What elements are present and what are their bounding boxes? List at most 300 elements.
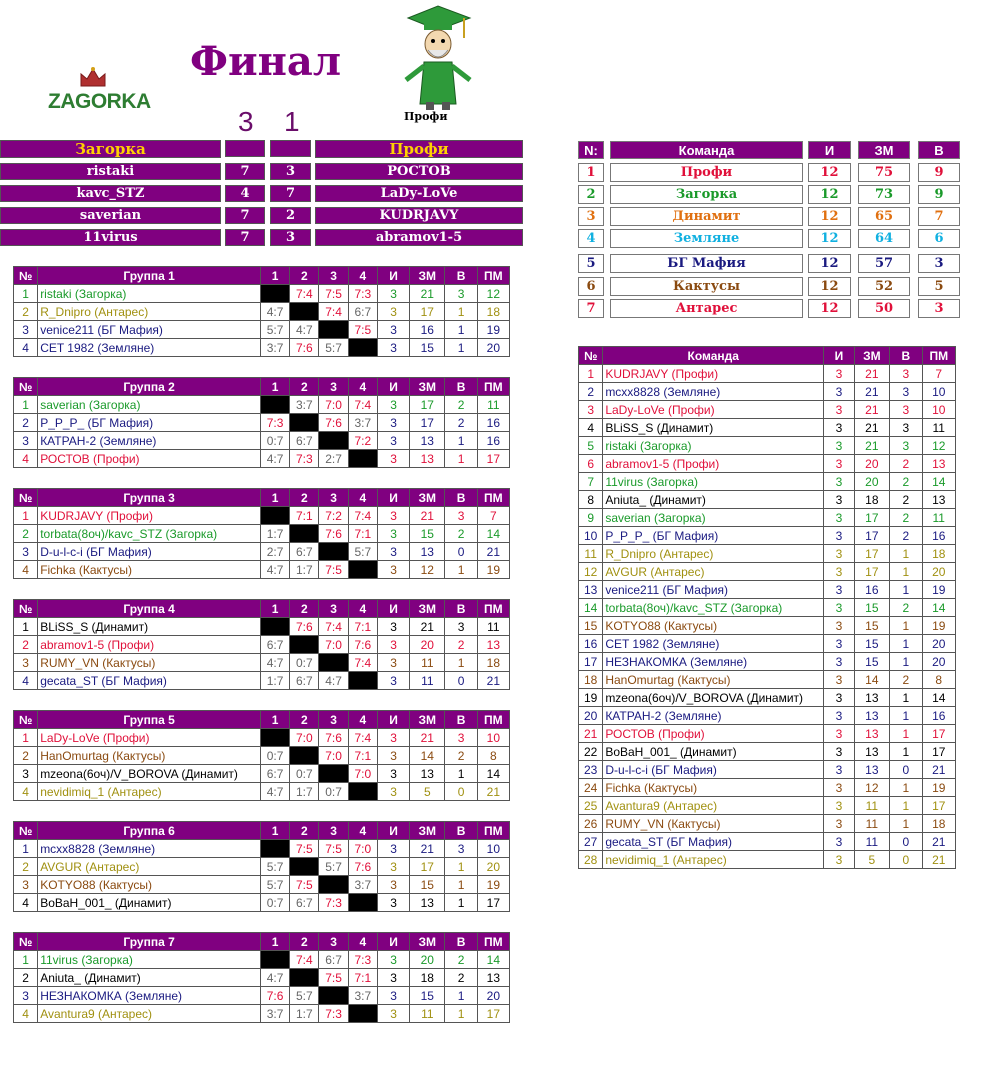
group-table bbox=[13, 488, 510, 579]
result-cell: 2:7 bbox=[260, 543, 289, 561]
result-cell: 4:7 bbox=[260, 969, 289, 987]
player-name: gecata_ST (БГ Мафия) bbox=[38, 672, 261, 690]
points-lost: 19 bbox=[477, 321, 509, 339]
wins: 1 bbox=[445, 561, 477, 579]
points-lost: 17 bbox=[477, 894, 509, 912]
standings-n: 6 bbox=[578, 277, 604, 296]
self-cell-blank bbox=[348, 1005, 377, 1023]
ranking-n: 12 bbox=[579, 563, 603, 581]
match-team-left: Загорка bbox=[0, 140, 221, 158]
result-cell: 1:7 bbox=[260, 525, 289, 543]
ranking-n: 17 bbox=[579, 653, 603, 671]
ranking-row bbox=[579, 635, 956, 653]
wins: 3 bbox=[445, 507, 477, 525]
self-cell-blank bbox=[348, 561, 377, 579]
group-header: № bbox=[14, 822, 38, 840]
ranking-name: KUDRJAVY (Профи) bbox=[603, 365, 824, 383]
ranking-header: ЗМ bbox=[854, 347, 889, 365]
standings-n: 3 bbox=[578, 207, 604, 226]
ranking-i: 3 bbox=[824, 797, 854, 815]
ranking-i: 3 bbox=[824, 725, 854, 743]
ranking-name: nevidimiq_1 (Антарес) bbox=[603, 851, 824, 869]
games-played: 3 bbox=[377, 969, 409, 987]
games-played: 3 bbox=[377, 303, 409, 321]
result-cell: 5:7 bbox=[319, 339, 348, 357]
group-header: ПМ bbox=[477, 267, 509, 285]
ranking-name: Fichka (Кактусы) bbox=[603, 779, 824, 797]
ranking-zm: 14 bbox=[854, 671, 889, 689]
player-name: P_P_P_ (БГ Мафия) bbox=[38, 414, 261, 432]
wins: 1 bbox=[445, 987, 477, 1005]
group-header: 2 bbox=[290, 600, 319, 618]
standings-header: В bbox=[918, 141, 960, 159]
result-cell: 3:7 bbox=[290, 396, 319, 414]
result-cell: 4:7 bbox=[260, 783, 289, 801]
ranking-i: 3 bbox=[824, 833, 854, 851]
points-won: 16 bbox=[410, 321, 445, 339]
points-lost: 21 bbox=[477, 543, 509, 561]
self-cell-blank bbox=[319, 987, 348, 1005]
ranking-zm: 13 bbox=[854, 725, 889, 743]
match-player-right: LaDy-LoVe bbox=[315, 185, 523, 202]
group-header: ЗМ bbox=[410, 933, 445, 951]
ranking-zm: 21 bbox=[854, 437, 889, 455]
ranking-row bbox=[579, 689, 956, 707]
ranking-row bbox=[579, 797, 956, 815]
group-row bbox=[14, 507, 510, 525]
ranking-name: saverian (Загорка) bbox=[603, 509, 824, 527]
ranking-v: 1 bbox=[890, 779, 922, 797]
group-header: 3 bbox=[319, 267, 348, 285]
points-lost: 21 bbox=[477, 783, 509, 801]
ranking-row bbox=[579, 761, 956, 779]
ranking-v: 3 bbox=[890, 419, 922, 437]
ranking-v: 1 bbox=[890, 743, 922, 761]
ranking-name: AVGUR (Антарес) bbox=[603, 563, 824, 581]
ranking-i: 3 bbox=[824, 779, 854, 797]
result-cell: 0:7 bbox=[260, 894, 289, 912]
row-number: 4 bbox=[14, 672, 38, 690]
ranking-row bbox=[579, 509, 956, 527]
result-cell: 4:7 bbox=[260, 303, 289, 321]
ranking-n: 5 bbox=[579, 437, 603, 455]
result-cell: 3:7 bbox=[260, 1005, 289, 1023]
games-played: 3 bbox=[377, 654, 409, 672]
ranking-v: 1 bbox=[890, 815, 922, 833]
ranking-v: 3 bbox=[890, 383, 922, 401]
ranking-row bbox=[579, 365, 956, 383]
player-ranking-table bbox=[578, 346, 956, 869]
wins: 2 bbox=[445, 525, 477, 543]
match-score-right: 2 bbox=[270, 207, 311, 224]
result-cell: 3:7 bbox=[348, 876, 377, 894]
points-lost: 13 bbox=[477, 969, 509, 987]
result-cell: 6:7 bbox=[260, 636, 289, 654]
match-score-left: 7 bbox=[225, 163, 265, 180]
wins: 2 bbox=[445, 747, 477, 765]
wins: 0 bbox=[445, 672, 477, 690]
ranking-pm: 11 bbox=[922, 419, 955, 437]
group-header: 1 bbox=[260, 267, 289, 285]
ranking-n: 6 bbox=[579, 455, 603, 473]
result-cell: 4:7 bbox=[260, 450, 289, 468]
ranking-zm: 15 bbox=[854, 617, 889, 635]
points-won: 15 bbox=[410, 876, 445, 894]
row-number: 4 bbox=[14, 339, 38, 357]
standings-v: 6 bbox=[918, 229, 960, 248]
wins: 1 bbox=[445, 876, 477, 894]
group-header: И bbox=[377, 822, 409, 840]
row-number: 2 bbox=[14, 969, 38, 987]
standings-zm: 65 bbox=[858, 207, 910, 226]
group-row bbox=[14, 561, 510, 579]
ranking-pm: 21 bbox=[922, 833, 955, 851]
self-cell-blank bbox=[290, 303, 319, 321]
ranking-v: 2 bbox=[890, 599, 922, 617]
match-player-left: ristaki bbox=[0, 163, 221, 180]
match-score-left: 7 bbox=[225, 207, 265, 224]
ranking-row bbox=[579, 581, 956, 599]
row-number: 3 bbox=[14, 654, 38, 672]
wins: 1 bbox=[445, 303, 477, 321]
ranking-pm: 10 bbox=[922, 401, 955, 419]
group-row bbox=[14, 729, 510, 747]
ranking-name: НЕЗНАКОМКА (Земляне) bbox=[603, 653, 824, 671]
standings-zm: 52 bbox=[858, 277, 910, 296]
games-played: 3 bbox=[377, 729, 409, 747]
ranking-pm: 14 bbox=[922, 599, 955, 617]
ranking-row bbox=[579, 527, 956, 545]
ranking-zm: 11 bbox=[854, 833, 889, 851]
ranking-pm: 21 bbox=[922, 761, 955, 779]
standings-team: Земляне bbox=[610, 229, 803, 248]
group-row bbox=[14, 858, 510, 876]
result-cell: 3:7 bbox=[260, 339, 289, 357]
ranking-header: И bbox=[824, 347, 854, 365]
ranking-name: R_Dnipro (Антарес) bbox=[603, 545, 824, 563]
points-won: 21 bbox=[410, 840, 445, 858]
row-number: 1 bbox=[14, 840, 38, 858]
group-header: И bbox=[377, 711, 409, 729]
result-cell: 7:5 bbox=[319, 561, 348, 579]
ranking-row bbox=[579, 473, 956, 491]
result-cell: 5:7 bbox=[260, 876, 289, 894]
match-score-right: 7 bbox=[270, 185, 311, 202]
ranking-v: 0 bbox=[890, 851, 922, 869]
points-won: 13 bbox=[410, 894, 445, 912]
standings-header: Команда bbox=[610, 141, 803, 159]
ranking-n: 13 bbox=[579, 581, 603, 599]
ranking-header: № bbox=[579, 347, 603, 365]
self-cell-blank bbox=[290, 525, 319, 543]
ranking-name: Aniuta_ (Динамит) bbox=[603, 491, 824, 509]
row-number: 1 bbox=[14, 285, 38, 303]
ranking-n: 26 bbox=[579, 815, 603, 833]
points-lost: 8 bbox=[477, 747, 509, 765]
player-name: РОСТОВ (Профи) bbox=[38, 450, 261, 468]
ranking-name: torbata(8оч)/kavc_STZ (Загорка) bbox=[603, 599, 824, 617]
group-header: 3 bbox=[319, 822, 348, 840]
match-player-right: KUDRJAVY bbox=[315, 207, 523, 224]
standings-team: Динамит bbox=[610, 207, 803, 226]
group-row bbox=[14, 285, 510, 303]
ranking-v: 1 bbox=[890, 635, 922, 653]
ranking-name: BLiSS_S (Динамит) bbox=[603, 419, 824, 437]
result-cell: 5:7 bbox=[319, 858, 348, 876]
points-won: 13 bbox=[410, 543, 445, 561]
ranking-zm: 13 bbox=[854, 689, 889, 707]
ranking-row bbox=[579, 437, 956, 455]
result-cell: 6:7 bbox=[290, 432, 319, 450]
player-name: torbata(8оч)/kavc_STZ (Загорка) bbox=[38, 525, 261, 543]
result-cell: 7:6 bbox=[290, 339, 319, 357]
group-header: 4 bbox=[348, 600, 377, 618]
wins: 1 bbox=[445, 654, 477, 672]
ranking-name: Avantura9 (Антарес) bbox=[603, 797, 824, 815]
player-name: AVGUR (Антарес) bbox=[38, 858, 261, 876]
ranking-n: 4 bbox=[579, 419, 603, 437]
row-number: 2 bbox=[14, 858, 38, 876]
group-header: ЗМ bbox=[410, 711, 445, 729]
standings-v: 3 bbox=[918, 299, 960, 318]
result-cell: 7:3 bbox=[290, 450, 319, 468]
games-played: 3 bbox=[377, 1005, 409, 1023]
ranking-zm: 21 bbox=[854, 419, 889, 437]
self-cell-blank bbox=[348, 783, 377, 801]
ranking-name: CET 1982 (Земляне) bbox=[603, 635, 824, 653]
result-cell: 7:6 bbox=[290, 618, 319, 636]
points-won: 15 bbox=[410, 525, 445, 543]
player-name: venice211 (БГ Мафия) bbox=[38, 321, 261, 339]
result-cell: 1:7 bbox=[290, 561, 319, 579]
group-header: № bbox=[14, 600, 38, 618]
wins: 1 bbox=[445, 858, 477, 876]
ranking-name: mcxx8828 (Земляне) bbox=[603, 383, 824, 401]
row-number: 1 bbox=[14, 618, 38, 636]
points-lost: 16 bbox=[477, 414, 509, 432]
ranking-zm: 11 bbox=[854, 815, 889, 833]
self-cell-blank bbox=[319, 876, 348, 894]
ranking-n: 15 bbox=[579, 617, 603, 635]
games-played: 3 bbox=[377, 894, 409, 912]
result-cell: 7:1 bbox=[348, 525, 377, 543]
result-cell: 7:3 bbox=[319, 1005, 348, 1023]
ranking-pm: 21 bbox=[922, 851, 955, 869]
player-name: mzeona(6оч)/V_BOROVA (Динамит) bbox=[38, 765, 261, 783]
ranking-name: abramov1-5 (Профи) bbox=[603, 455, 824, 473]
group-row bbox=[14, 783, 510, 801]
ranking-n: 19 bbox=[579, 689, 603, 707]
ranking-zm: 15 bbox=[854, 653, 889, 671]
ranking-v: 3 bbox=[890, 401, 922, 419]
ranking-pm: 19 bbox=[922, 581, 955, 599]
wins: 1 bbox=[445, 432, 477, 450]
result-cell: 7:0 bbox=[319, 396, 348, 414]
ranking-n: 14 bbox=[579, 599, 603, 617]
self-cell-blank bbox=[290, 414, 319, 432]
games-played: 3 bbox=[377, 450, 409, 468]
result-cell: 5:7 bbox=[260, 321, 289, 339]
ranking-n: 8 bbox=[579, 491, 603, 509]
points-won: 18 bbox=[410, 969, 445, 987]
games-played: 3 bbox=[377, 987, 409, 1005]
group-header: В bbox=[445, 600, 477, 618]
ranking-i: 3 bbox=[824, 455, 854, 473]
self-cell-blank bbox=[260, 618, 289, 636]
ranking-name: HanOmurtag (Кактусы) bbox=[603, 671, 824, 689]
result-cell: 7:3 bbox=[260, 414, 289, 432]
games-played: 3 bbox=[377, 618, 409, 636]
ranking-row bbox=[579, 707, 956, 725]
ranking-i: 3 bbox=[824, 509, 854, 527]
group-header: И bbox=[377, 378, 409, 396]
points-lost: 20 bbox=[477, 858, 509, 876]
group-row bbox=[14, 894, 510, 912]
ranking-v: 1 bbox=[890, 725, 922, 743]
ranking-header: Команда bbox=[603, 347, 824, 365]
group-row bbox=[14, 1005, 510, 1023]
result-cell: 7:1 bbox=[348, 618, 377, 636]
result-cell: 7:5 bbox=[319, 285, 348, 303]
group-row bbox=[14, 450, 510, 468]
group-header: № bbox=[14, 489, 38, 507]
ranking-pm: 11 bbox=[922, 509, 955, 527]
self-cell-blank bbox=[348, 450, 377, 468]
match-score-left: 7 bbox=[225, 229, 265, 246]
ranking-v: 2 bbox=[890, 473, 922, 491]
row-number: 1 bbox=[14, 729, 38, 747]
points-won: 15 bbox=[410, 987, 445, 1005]
ranking-row bbox=[579, 455, 956, 473]
ranking-name: KOTYO88 (Кактусы) bbox=[603, 617, 824, 635]
ranking-v: 2 bbox=[890, 491, 922, 509]
group-row bbox=[14, 525, 510, 543]
ranking-zm: 17 bbox=[854, 545, 889, 563]
ranking-row bbox=[579, 653, 956, 671]
group-header: № bbox=[14, 267, 38, 285]
ranking-row bbox=[579, 779, 956, 797]
result-cell: 4:7 bbox=[290, 321, 319, 339]
match-score-header-right bbox=[270, 140, 311, 157]
self-cell-blank bbox=[260, 285, 289, 303]
ranking-i: 3 bbox=[824, 383, 854, 401]
group-header: 2 bbox=[290, 711, 319, 729]
standings-header: И bbox=[808, 141, 851, 159]
points-lost: 11 bbox=[477, 396, 509, 414]
ranking-v: 3 bbox=[890, 365, 922, 383]
points-won: 13 bbox=[410, 432, 445, 450]
standings-n: 7 bbox=[578, 299, 604, 318]
player-name: saverian (Загорка) bbox=[38, 396, 261, 414]
wins: 2 bbox=[445, 951, 477, 969]
group-row bbox=[14, 987, 510, 1005]
result-cell: 7:4 bbox=[290, 951, 319, 969]
result-cell: 6:7 bbox=[290, 672, 319, 690]
row-number: 1 bbox=[14, 507, 38, 525]
ranking-n: 21 bbox=[579, 725, 603, 743]
points-lost: 14 bbox=[477, 765, 509, 783]
ranking-i: 3 bbox=[824, 545, 854, 563]
group-row bbox=[14, 303, 510, 321]
points-won: 17 bbox=[410, 414, 445, 432]
group-header: ПМ bbox=[477, 489, 509, 507]
ranking-i: 3 bbox=[824, 761, 854, 779]
result-cell: 1:7 bbox=[260, 672, 289, 690]
ranking-row bbox=[579, 401, 956, 419]
points-won: 21 bbox=[410, 507, 445, 525]
ranking-v: 1 bbox=[890, 707, 922, 725]
group-header: В bbox=[445, 933, 477, 951]
ranking-v: 2 bbox=[890, 455, 922, 473]
points-won: 11 bbox=[410, 672, 445, 690]
group-title: Группа 5 bbox=[38, 711, 261, 729]
ranking-pm: 18 bbox=[922, 815, 955, 833]
result-cell: 6:7 bbox=[260, 765, 289, 783]
group-header: 1 bbox=[260, 378, 289, 396]
standings-i: 12 bbox=[808, 254, 851, 273]
ranking-n: 25 bbox=[579, 797, 603, 815]
wins: 3 bbox=[445, 618, 477, 636]
ranking-pm: 13 bbox=[922, 491, 955, 509]
result-cell: 1:7 bbox=[290, 783, 319, 801]
result-cell: 7:1 bbox=[348, 969, 377, 987]
ranking-i: 3 bbox=[824, 419, 854, 437]
group-table bbox=[13, 710, 510, 801]
result-cell: 6:7 bbox=[290, 543, 319, 561]
group-header: № bbox=[14, 711, 38, 729]
ranking-n: 27 bbox=[579, 833, 603, 851]
score-left: 3 bbox=[238, 106, 254, 137]
ranking-pm: 20 bbox=[922, 635, 955, 653]
wins: 2 bbox=[445, 414, 477, 432]
ranking-pm: 8 bbox=[922, 671, 955, 689]
standings-n: 1 bbox=[578, 163, 604, 182]
standings-i: 12 bbox=[808, 185, 851, 204]
player-name: Avantura9 (Антарес) bbox=[38, 1005, 261, 1023]
points-lost: 18 bbox=[477, 654, 509, 672]
games-played: 3 bbox=[377, 543, 409, 561]
row-number: 3 bbox=[14, 765, 38, 783]
group-row bbox=[14, 321, 510, 339]
wins: 1 bbox=[445, 321, 477, 339]
self-cell-blank bbox=[290, 636, 319, 654]
group-row bbox=[14, 969, 510, 987]
group-header: 2 bbox=[290, 378, 319, 396]
score-right: 1 bbox=[284, 106, 300, 137]
ranking-row bbox=[579, 671, 956, 689]
self-cell-blank bbox=[290, 858, 319, 876]
group-title: Группа 1 bbox=[38, 267, 261, 285]
games-played: 3 bbox=[377, 765, 409, 783]
ranking-name: LaDy-LoVe (Профи) bbox=[603, 401, 824, 419]
group-header: ПМ bbox=[477, 822, 509, 840]
ranking-name: RUMY_VN (Кактусы) bbox=[603, 815, 824, 833]
wins: 2 bbox=[445, 396, 477, 414]
row-number: 4 bbox=[14, 450, 38, 468]
result-cell: 0:7 bbox=[290, 765, 319, 783]
standings-zm: 64 bbox=[858, 229, 910, 248]
group-header: В bbox=[445, 489, 477, 507]
self-cell-blank bbox=[260, 396, 289, 414]
points-won: 11 bbox=[410, 654, 445, 672]
games-played: 3 bbox=[377, 876, 409, 894]
ranking-v: 2 bbox=[890, 527, 922, 545]
standings-n: 4 bbox=[578, 229, 604, 248]
group-row bbox=[14, 747, 510, 765]
ranking-zm: 5 bbox=[854, 851, 889, 869]
group-header: 4 bbox=[348, 267, 377, 285]
group-row bbox=[14, 840, 510, 858]
